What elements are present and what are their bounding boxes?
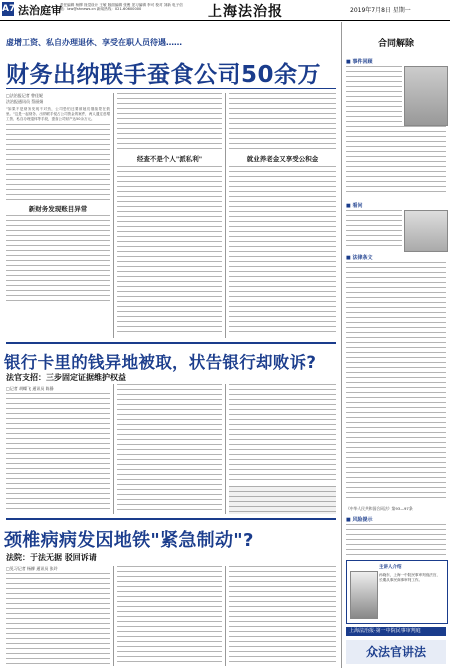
column-divider: [225, 93, 226, 338]
body-text: [229, 93, 336, 153]
editor-credits: 责任编辑 杨柳 视觉设计 王敏 版面编辑 张俊 见习编辑 李可 校对 刘新 电子信箱：law@shnews.cn 新闻热线：021-60600000: [60, 3, 183, 12]
sidebar-tag-question: ■ 看问: [346, 203, 363, 209]
issue-date: 2019年7月8日 星期一: [350, 7, 411, 14]
story1-column-2: [117, 93, 222, 338]
column-divider: [113, 93, 114, 338]
story1-column-1: [6, 107, 110, 335]
story3-column-3: [229, 566, 336, 666]
story2-column-3: [229, 384, 336, 480]
divider: [6, 88, 336, 89]
column-divider: [225, 384, 226, 514]
sidebar-tag-risk: ■ 风险提示: [346, 517, 373, 523]
story1-subhead-1: 新财务发现账目异常: [28, 205, 88, 213]
story2-column-1: [6, 393, 110, 513]
story1-title: 财务出纳联手蚕食公司50余万: [6, 62, 322, 88]
page-header: [0, 0, 450, 21]
page-number: A7: [2, 4, 16, 14]
body-text: [117, 166, 222, 336]
story1-lead: "如果不是财务发现不对劲，公司恐怕还要被她们继续蒙在鼓里。"这是一起财务、出纳联手侵占公司资金的案件，两人通过虚增工资、私自办理退休等手段，蚕食公司财产达50余万元。: [6, 107, 110, 121]
story1-column-3: [229, 93, 336, 338]
story1-byline: □法治报记者 曾佳妮: [6, 93, 44, 98]
author-label: 主讲人介绍: [379, 565, 402, 570]
author-photo: [350, 571, 378, 619]
sidebar-event-text-2: [346, 126, 446, 196]
section-title: 法治庭审: [18, 4, 62, 17]
sidebar-title: 合同解除: [377, 39, 414, 49]
body-text: [6, 124, 110, 204]
sidebar-event-text: [346, 66, 402, 124]
story2-title: 银行卡里的钱异地被取，状告银行却败诉?: [4, 353, 317, 372]
sidebar-question-text: [346, 210, 402, 250]
story2-note-box: [229, 486, 336, 514]
author-bio: 孙晓东，上海一中院民事审判庭法官，长期从事民商事审判工作。: [379, 573, 441, 582]
author-box: [346, 560, 448, 624]
column-divider: [225, 566, 226, 666]
column-footer-band: 上海法治报·第一中院民事审判庭: [346, 627, 446, 636]
story1-subhead-3: 就业养老金又享受公积金: [246, 155, 319, 163]
sidebar-risk-text: [346, 524, 446, 558]
column-divider: [113, 566, 114, 666]
story3-byline: □见习记者 杨柳 通讯员 张玲: [6, 566, 58, 571]
illustration: [404, 210, 448, 252]
story1-subtitle: 虚增工资、私自办理退休、享受在职人员待遇……: [6, 38, 182, 47]
story1-subhead-2: 经查不是个人"派私利": [136, 155, 203, 163]
sidebar-tag-event: ■ 事件回顾: [346, 59, 373, 65]
story2-byline: □记者 胡蝶飞 通讯员 陈静: [6, 386, 54, 391]
body-text: [229, 166, 336, 336]
story3-column-1: [6, 573, 110, 665]
story1-byline-2: 法治报通讯员 蔡丽娟: [6, 99, 44, 104]
column-divider: [113, 384, 114, 514]
sidebar-tag-law: ■ 法律条文: [346, 255, 373, 261]
story3-title: 颈椎病病发因地铁"紧急制动"?: [4, 530, 254, 551]
divider: [6, 518, 336, 520]
cartoon-illustration: [404, 66, 448, 126]
story3-column-2: [117, 566, 222, 666]
body-text: [117, 93, 222, 153]
story2-subtitle: 法官支招：三步固定证据维护权益: [6, 373, 126, 382]
masthead: 上海法治报: [208, 4, 283, 20]
body-text: [6, 215, 110, 305]
sidebar-law-text: [346, 262, 446, 502]
story3-subtitle: 法院：于法无据 驳回诉请: [6, 553, 97, 562]
story2-column-2: [117, 384, 222, 514]
sidebar-law-reference: 《中华人民共和国合同法》第93—97条: [346, 506, 413, 511]
divider: [6, 342, 336, 344]
column-name: 众法官讲法: [346, 640, 446, 664]
sidebar: [341, 22, 450, 668]
